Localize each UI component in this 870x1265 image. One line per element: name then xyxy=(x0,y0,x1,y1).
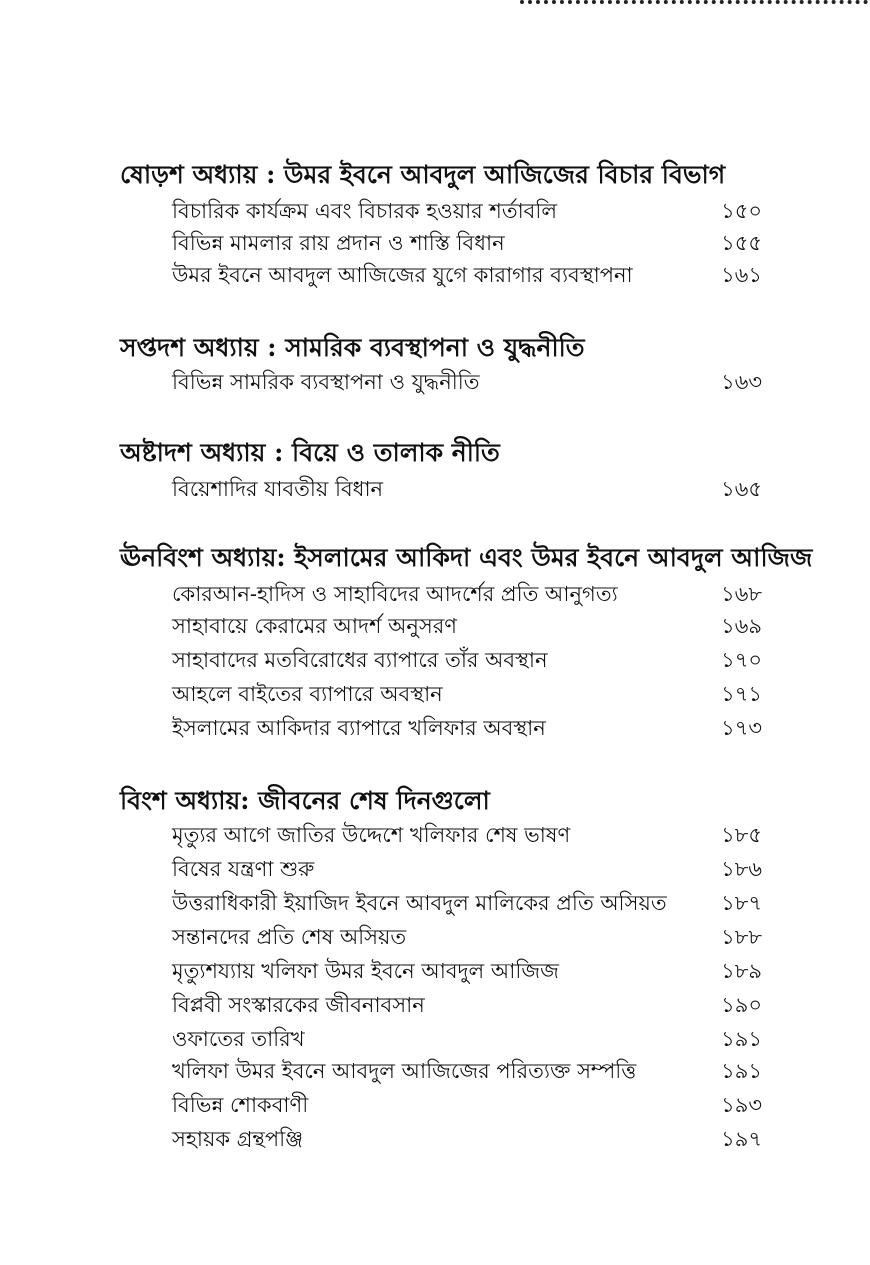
entry-title: বিভিন্ন শোকবাণী xyxy=(172,1093,309,1117)
entry-page-number: ১৫০ xyxy=(721,199,762,223)
entry-title: সাহাবাদের মতবিরোধের ব্যাপারে তাঁর অবস্থান xyxy=(172,648,548,672)
entry-page-number: ১৮৮ xyxy=(721,925,762,949)
entry-page-number: ১৭১ xyxy=(721,682,762,706)
toc-entry[interactable] xyxy=(0,713,870,745)
entry-title: খলিফা উমর ইবনে আবদুল আজিজের পরিত্যক্ত সম্পত্তি xyxy=(172,1059,637,1083)
entry-page-number: ১৮৯ xyxy=(721,959,762,983)
entry-title: ইসলামের আকিদার ব্যাপারে খলিফার অবস্থান xyxy=(172,716,546,740)
toc-entry[interactable] xyxy=(0,1056,870,1088)
entry-title: বিচারিক কার্যক্রম এবং বিচারক হওয়ার শর্তাবলি xyxy=(172,199,558,223)
entry-title: ওফাতের তারিখ xyxy=(172,1027,305,1051)
entry-page-number: ১৯৭ xyxy=(721,1127,762,1151)
entry-page-number: ১৯৩ xyxy=(721,1093,762,1117)
toc-entry[interactable] xyxy=(0,260,870,292)
entry-title: আহলে বাইতের ব্যাপারে অবস্থান xyxy=(172,682,443,706)
entry-page-number: ১৬১ xyxy=(721,263,762,287)
toc-entry[interactable] xyxy=(0,579,870,611)
chapter-title: বিংশ অধ্যায়: জীবনের শেষ দিনগুলো xyxy=(120,786,490,815)
entry-title: বিভিন্ন মামলার রায় প্রদান ও শাস্তি বিধান xyxy=(172,231,505,255)
entry-page-number: ১৬৮ xyxy=(721,582,762,606)
chapter-title: অষ্টাদশ অধ্যায় : বিয়ে ও তালাক নীতি xyxy=(120,438,500,467)
top-edge-mark xyxy=(520,0,868,10)
toc-entry[interactable] xyxy=(0,645,870,677)
chapter-title: ষোড়শ অধ্যায় : উমর ইবনে আবদুল আজিজের বিচার বিভাগ xyxy=(120,160,726,189)
toc-entry[interactable] xyxy=(0,854,870,886)
entry-page-number: ১৮৭ xyxy=(721,891,762,915)
entry-page-number: ১৮৫ xyxy=(721,823,762,847)
entry-page-number: ১৫৫ xyxy=(721,231,762,255)
entry-page-number: ১৭৩ xyxy=(721,716,762,740)
toc-entry[interactable] xyxy=(0,679,870,711)
toc-entry[interactable] xyxy=(0,611,870,643)
toc-entry[interactable] xyxy=(0,196,870,228)
toc-entry[interactable] xyxy=(0,1124,870,1156)
entry-page-number: ১৯০ xyxy=(721,993,762,1017)
entry-page-number: ১৯১ xyxy=(721,1027,762,1051)
toc-entry[interactable] xyxy=(0,990,870,1022)
entry-title: বিপ্লবী সংস্কারকের জীবনাবসান xyxy=(172,993,425,1017)
toc-entry[interactable] xyxy=(0,922,870,954)
entry-title: উত্তরাধিকারী ইয়াজিদ ইবনে আবদুল মালিকের প্রতি অসিয়ত xyxy=(172,891,667,915)
toc-entry[interactable] xyxy=(0,956,870,988)
entry-title: সন্তানদের প্রতি শেষ অসিয়ত xyxy=(172,925,407,949)
toc-entry[interactable] xyxy=(0,1024,870,1056)
entry-page-number: ১৭০ xyxy=(721,648,762,672)
chapter-title: সপ্তদশ অধ্যায় : সামরিক ব্যবস্থাপনা ও যুদ্ধনীতি xyxy=(120,333,585,362)
entry-title: উমর ইবনে আবদুল আজিজের যুগে কারাগার ব্যবস্থাপনা xyxy=(172,263,633,287)
entry-page-number: ১৯১ xyxy=(721,1059,762,1083)
entry-page-number: ১৬৫ xyxy=(721,477,762,501)
entry-page-number: ১৮৬ xyxy=(721,857,762,881)
toc-entry[interactable] xyxy=(0,888,870,920)
toc-entry[interactable] xyxy=(0,474,870,506)
entry-title: বিভিন্ন সামরিক ব্যবস্থাপনা ও যুদ্ধনীতি xyxy=(172,370,480,394)
entry-page-number: ১৬৯ xyxy=(721,614,762,638)
toc-entry[interactable] xyxy=(0,1090,870,1122)
entry-title: মৃত্যুর আগে জাতির উদ্দেশে খলিফার শেষ ভাষণ xyxy=(172,823,571,847)
entry-title: সহায়ক গ্রন্থপঞ্জি xyxy=(172,1127,304,1151)
entry-title: সাহাবায়ে কেরামের আদর্শ অনুসরণ xyxy=(172,614,457,638)
entry-title: মৃত্যুশয্যায় খলিফা উমর ইবনে আবদুল আজিজ xyxy=(172,959,559,983)
entry-title: বিষের যন্ত্রণা শুরু xyxy=(172,857,315,881)
entry-page-number: ১৬৩ xyxy=(721,370,762,394)
toc-entry[interactable] xyxy=(0,228,870,260)
entry-title: কোরআন-হাদিস ও সাহাবিদের আদর্শের প্রতি আনুগত্য xyxy=(172,582,618,606)
toc-entry[interactable] xyxy=(0,367,870,399)
toc-entry[interactable] xyxy=(0,820,870,852)
entry-title: বিয়েশাদির যাবতীয় বিধান xyxy=(172,477,384,501)
chapter-title: ঊনবিংশ অধ্যায়: ইসলামের আকিদা এবং উমর ইবনে আবদুল আজিজ xyxy=(120,543,813,572)
